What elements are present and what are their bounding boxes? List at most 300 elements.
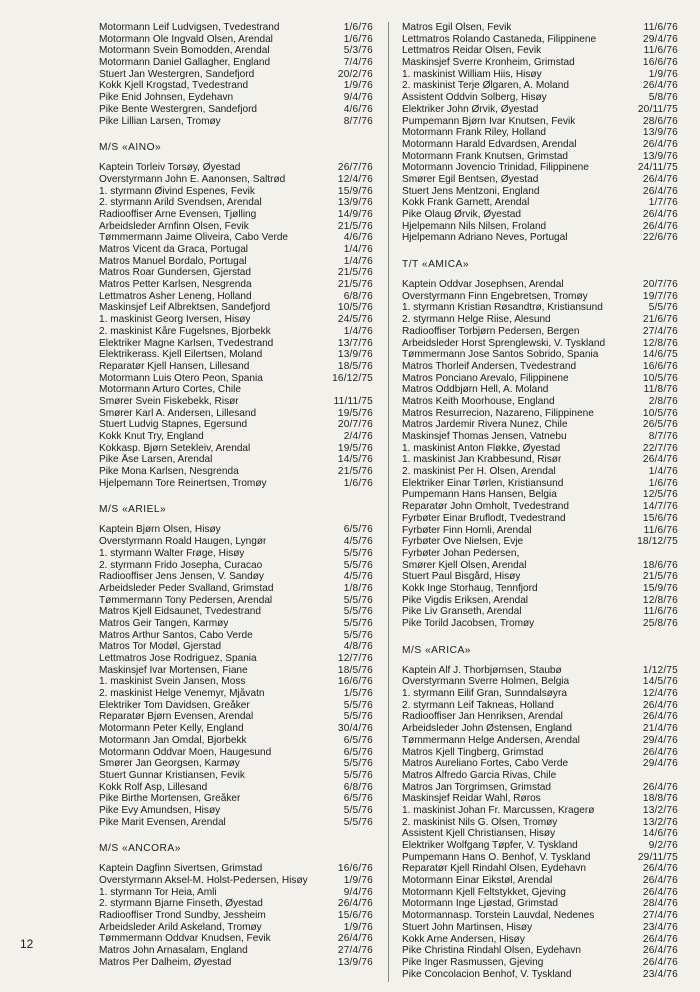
- crew-name: Matros Aureliano Fortes, Cabo Verde: [402, 758, 569, 770]
- crew-name: Tømmermann Jose Santos Sobrido, Spania: [402, 349, 599, 361]
- crew-date: 4/8/76: [343, 641, 373, 653]
- crew-date: 10/5/76: [642, 372, 678, 384]
- crew-section: [99, 142, 373, 489]
- crew-entry: [402, 232, 678, 244]
- crew-name: Overstyrmann Roald Haugen, Lyngør: [99, 536, 267, 548]
- crew-name: Motormann Arturo Cortes, Chile: [99, 384, 241, 396]
- crew-date: 6/8/76: [343, 781, 373, 793]
- crew-entry: [402, 688, 678, 700]
- crew-name: Motormann Einar Eikstøl, Arendal: [402, 875, 553, 887]
- crew-name: Matros Roar Gundersen, Gjerstad: [99, 267, 252, 279]
- crew-name: Motormannasp. Torstein Lauvdal, Nedenes: [402, 910, 595, 922]
- crew-date: 1/7/76: [648, 197, 678, 209]
- crew-entry: [99, 875, 373, 887]
- crew-date: 16/12/75: [332, 372, 373, 384]
- crew-date: 6/5/76: [343, 524, 373, 536]
- crew-date: 4/6/76: [343, 103, 373, 115]
- left-column: [99, 22, 373, 969]
- crew-name: Kokkasp. Bjørn Setekleiv, Arendal: [99, 442, 251, 454]
- crew-entry: [402, 560, 678, 572]
- crew-name: Matros Egil Olsen, Fevik: [402, 22, 512, 33]
- crew-name: Overstyrmann John E. Aanonsen, Saltrød: [99, 173, 286, 185]
- crew-name: Assistent Kjell Christiansen, Hisøy: [402, 828, 556, 840]
- crew-name: Tømmermann Jaime Oliveira, Cabo Verde: [99, 232, 289, 244]
- crew-entry: [99, 443, 373, 455]
- crew-entry: [99, 863, 373, 875]
- crew-entry: [99, 454, 373, 466]
- crew-name: Lettmatros Asher Leneng, Holland: [99, 290, 252, 302]
- crew-entry: [402, 910, 678, 922]
- crew-entry: [99, 80, 373, 92]
- crew-name: Motormann Jan Omdal, Bjorbekk: [99, 734, 247, 746]
- crew-entry: [99, 700, 373, 712]
- crew-date: 1/6/76: [343, 22, 373, 33]
- crew-date: 22/6/76: [642, 232, 678, 244]
- crew-name: Pike Vigdis Eriksen, Arendal: [402, 594, 529, 606]
- crew-date: 5/5/76: [343, 804, 373, 816]
- crew-name: Kaptein Torleiv Torsøy, Øyestad: [99, 162, 241, 174]
- crew-name: Pike Enid Johnsen, Eydehavn: [99, 92, 234, 104]
- crew-entry: [99, 910, 373, 922]
- crew-entry: [402, 770, 678, 782]
- crew-name: Motormann Harald Edvardsen, Arendal: [402, 138, 577, 150]
- crew-date: 5/8/76: [648, 92, 678, 104]
- crew-name: Arbeidsleder Peder Svalland, Grimstad: [99, 582, 274, 594]
- crew-name: 2. styrmann Leif Takneas, Holland: [402, 699, 554, 711]
- crew-entry: [99, 583, 373, 595]
- crew-name: 2. maskinist Kåre Fugelsnes, Bjorbekk: [99, 325, 271, 337]
- crew-name: 1. maskinist Svein Jansen, Moss: [99, 676, 246, 688]
- crew-date: 26/4/76: [642, 138, 678, 150]
- crew-name: Smører Svein Fiskebekk, Risør: [99, 395, 239, 407]
- crew-entry: [402, 501, 678, 513]
- crew-entry: [402, 735, 678, 747]
- crew-name: Motormann Inge Ljøstad, Grimstad: [402, 898, 558, 910]
- crew-entry: [402, 431, 678, 443]
- crew-date: 2/8/76: [648, 395, 678, 407]
- crew-entry: [402, 419, 678, 431]
- crew-date: 1/6/76: [343, 33, 373, 45]
- crew-entry: [99, 466, 373, 478]
- crew-date: 1/4/76: [343, 244, 373, 255]
- crew-entry: [402, 139, 678, 151]
- crew-entry: [402, 513, 678, 525]
- crew-name: Arbeidsleder Arnfinn Olsen, Fevik: [99, 220, 249, 232]
- crew-date: 18/5/76: [337, 360, 373, 372]
- crew-name: Kokk Inge Storhaug, Tennfjord: [402, 582, 538, 594]
- right-column: [402, 22, 678, 980]
- crew-name: Matros Jardemir Rivera Nunez, Chile: [402, 419, 568, 431]
- crew-entry: [402, 349, 678, 361]
- crew-entry: [402, 22, 678, 34]
- crew-name: 2. maskinist Per H. Olsen, Arendal: [402, 466, 556, 478]
- crew-entry: [402, 209, 678, 221]
- crew-entry: [99, 209, 373, 221]
- crew-entry: [402, 151, 678, 163]
- crew-name: Stuert Gunnar Kristiansen, Fevik: [99, 769, 245, 781]
- crew-date: 14/5/76: [337, 454, 373, 466]
- crew-date: 27/4/76: [642, 910, 678, 922]
- crew-date: 6/5/76: [343, 746, 373, 758]
- crew-entry: [99, 665, 373, 677]
- crew-entry: [402, 186, 678, 198]
- crew-entry: [99, 221, 373, 233]
- crew-name: 1. styrmann Tor Heia, Amli: [99, 886, 217, 898]
- crew-name: Matros Tor Modøl, Gjerstad: [99, 641, 222, 653]
- crew-name: Smører Jan Georgsen, Karmøy: [99, 758, 240, 770]
- crew-entry: [402, 361, 678, 373]
- crew-name: Kokk Frank Garnett, Arendal: [402, 197, 530, 209]
- crew-entry: [402, 326, 678, 338]
- crew-entry: [402, 466, 678, 478]
- crew-entry: [99, 186, 373, 198]
- crew-name: Radiooffiser Jens Jensen, V. Sandøy: [99, 571, 264, 583]
- crew-name: Hjelpemann Tore Reinertsen, Tromøy: [99, 477, 267, 489]
- crew-date: 20/7/76: [642, 279, 678, 291]
- crew-date: 1/4/76: [648, 466, 678, 478]
- ship-heading: T/T «AMICA»: [402, 259, 470, 271]
- crew-date: 15/9/76: [337, 185, 373, 197]
- crew-name: Fyrbøter Einar Bruflodt, Tvedestrand: [402, 512, 566, 524]
- crew-name: Tømmermann Helge Andersen, Arendal: [402, 734, 580, 746]
- crew-name: Pike Lillian Larsen, Tromøy: [99, 115, 221, 127]
- crew-date: 18/8/76: [642, 793, 678, 805]
- crew-name: Matros Kjell Tingberg, Grimstad: [402, 746, 544, 758]
- crew-date: 8/7/76: [648, 431, 678, 442]
- crew-date: 12/4/76: [642, 688, 678, 700]
- crew-entry: [402, 665, 678, 677]
- crew-name: Pike Olaug Ørvik, Øyestad: [402, 209, 521, 220]
- crew-entry: [402, 302, 678, 314]
- crew-entry: [99, 676, 373, 688]
- crew-name: 1. styrmann Kristian Røsandtrø, Kristiansund: [402, 302, 603, 314]
- crew-name: 1. styrmann Eilif Gran, Sunndalsøyra: [402, 688, 567, 700]
- crew-date: 5/5/76: [343, 606, 373, 618]
- crew-name: Stuert Paul Bisgård, Hisøy: [402, 571, 521, 583]
- crew-date: 19/5/76: [337, 407, 373, 419]
- crew-entry: [99, 431, 373, 443]
- crew-date: 12/4/76: [337, 173, 373, 185]
- crew-date: 5/5/76: [343, 699, 373, 711]
- crew-name: Smører Karl A. Andersen, Lillesand: [99, 407, 257, 419]
- crew-entry: [402, 525, 678, 537]
- crew-date: 16/6/76: [337, 676, 373, 688]
- crew-name: Matros Oddbjørn Hell, A. Moland: [402, 384, 549, 396]
- crew-name: Pumpemann Bjørn Ivar Knutsen, Fevik: [402, 115, 576, 127]
- crew-entry: [99, 653, 373, 665]
- crew-name: Overstyrmann Aksel-M. Holst-Pedersen, Hisøy: [99, 875, 308, 886]
- crew-name: Matros Ponciano Arevalo, Filippinene: [402, 372, 569, 384]
- crew-name: 2. maskinist Nils G. Olsen, Tromøy: [402, 816, 558, 828]
- crew-entry: [99, 747, 373, 759]
- crew-entry: [99, 408, 373, 420]
- crew-date: 25/8/76: [642, 618, 678, 629]
- crew-date: 26/4/76: [642, 80, 678, 92]
- crew-date: 8/7/76: [343, 115, 373, 127]
- crew-date: 4/5/76: [343, 571, 373, 583]
- crew-date: 9/4/76: [343, 886, 373, 898]
- crew-date: 10/5/76: [337, 302, 373, 314]
- crew-name: Motormann Frank Knutsen, Grimstad: [402, 150, 569, 162]
- crew-name: Radiooffiser Jan Henriksen, Arendal: [402, 711, 563, 723]
- crew-date: 26/4/76: [642, 209, 678, 220]
- crew-date: 23/4/76: [642, 921, 678, 933]
- crew-date: 5/5/76: [343, 559, 373, 571]
- crew-entry: [99, 279, 373, 291]
- ship-heading: M/S «ARIEL»: [99, 504, 167, 516]
- crew-date: 14/7/76: [642, 501, 678, 513]
- crew-entry: [402, 595, 678, 607]
- crew-name: Smører Kjell Olsen, Arendal: [402, 559, 527, 571]
- crew-date: 24/11/75: [637, 162, 678, 174]
- crew-date: 12/8/76: [642, 594, 678, 606]
- crew-date: 21/4/76: [642, 723, 678, 735]
- crew-name: Motormann Peter Kelly, England: [99, 723, 244, 735]
- crew-entry: [99, 770, 373, 782]
- crew-date: 13/9/76: [337, 349, 373, 361]
- crew-date: 1/4/76: [343, 255, 373, 267]
- crew-name: Kokk Kjell Krogstad, Tvedestrand: [99, 80, 249, 92]
- crew-name: Lettmatros Jose Rodriguez, Spania: [99, 653, 257, 664]
- crew-name: Stuert Ludvig Stapnes, Egersund: [99, 419, 248, 431]
- crew-name: 1. styrmann Øivind Espenes, Fevik: [99, 185, 255, 197]
- crew-section: [99, 504, 373, 828]
- crew-name: Matros Petter Karlsen, Nesgrenda: [99, 279, 252, 291]
- crew-entry: [99, 291, 373, 303]
- ship-heading: M/S «ANCORA»: [99, 843, 181, 855]
- crew-date: 14/9/76: [337, 208, 373, 220]
- crew-entry: [99, 116, 373, 128]
- crew-entry: [402, 828, 678, 840]
- crew-entry: [99, 384, 373, 396]
- crew-date: 5/5/76: [343, 629, 373, 641]
- crew-date: 13/2/76: [642, 804, 678, 816]
- crew-date: 6/8/76: [343, 290, 373, 302]
- crew-name: Maskinsjef Ivar Mortensen, Fiane: [99, 664, 248, 676]
- crew-name: Matros Vicent da Graca, Portugal: [99, 244, 249, 255]
- crew-entry: [402, 80, 678, 92]
- crew-name: Assistent Oddvin Solberg, Hisøy: [402, 92, 547, 104]
- crew-date: 13/9/76: [642, 127, 678, 139]
- crew-entry: [402, 454, 678, 466]
- crew-name: Matros John Arnasalam, England: [99, 945, 248, 957]
- crew-name: Motormann Jovencio Trinidad, Filippinene: [402, 162, 589, 174]
- crew-date: 11/11/75: [333, 395, 373, 407]
- crew-name: Reparatør Kjell Rindahl Olsen, Eydehavn: [402, 863, 587, 875]
- crew-name: Arbeidsleder John Østensen, England: [402, 723, 573, 735]
- crew-entry: [99, 478, 373, 490]
- crew-entry: [402, 384, 678, 396]
- crew-date: 2/4/76: [343, 431, 373, 442]
- crew-entry: [99, 571, 373, 583]
- crew-name: 2. maskinist Helge Venemyr, Mjåvatn: [99, 688, 265, 700]
- crew-date: 15/6/76: [642, 512, 678, 524]
- crew-date: 21/5/76: [642, 571, 678, 583]
- crew-entry: [99, 782, 373, 794]
- crew-date: 29/11/75: [637, 851, 678, 863]
- crew-name: Kaptein Oddvar Josephsen, Arendal: [402, 279, 564, 291]
- crew-name: Pike Birthe Mortensen, Greåker: [99, 793, 241, 805]
- crew-name: Motormann Luis Otero Peon, Spania: [99, 372, 263, 384]
- crew-entry: [402, 606, 678, 618]
- crew-date: 14/6/76: [642, 828, 678, 840]
- crew-date: 21/5/76: [337, 466, 373, 478]
- crew-date: 29/4/76: [642, 734, 678, 746]
- crew-name: Hjelpemann Adriano Neves, Portugal: [402, 232, 568, 244]
- crew-entry: [402, 723, 678, 735]
- crew-date: 21/5/76: [337, 220, 373, 232]
- crew-entry: [99, 267, 373, 279]
- crew-section: [402, 22, 678, 244]
- crew-date: 23/4/76: [642, 968, 678, 980]
- crew-name: Fyrbøter Finn Hornli, Arendal: [402, 524, 532, 536]
- crew-entry: [99, 361, 373, 373]
- crew-name: Stuert Jan Westergren, Sandefjord: [99, 68, 255, 80]
- crew-entry: [99, 314, 373, 326]
- crew-entry: [99, 419, 373, 431]
- crew-date: 11/6/76: [643, 524, 678, 536]
- crew-entry: [99, 548, 373, 560]
- crew-entry: [402, 793, 678, 805]
- crew-date: 26/4/76: [642, 173, 678, 185]
- crew-entry: [99, 57, 373, 69]
- crew-entry: [402, 57, 678, 69]
- crew-date: 5/5/76: [343, 711, 373, 723]
- crew-entry: [402, 676, 678, 688]
- crew-entry: [99, 711, 373, 723]
- crew-entry: [402, 279, 678, 291]
- crew-date: 21/6/76: [642, 314, 678, 326]
- crew-entry: [99, 349, 373, 361]
- crew-date: 15/9/76: [642, 582, 678, 594]
- crew-date: 1/9/76: [343, 80, 373, 92]
- crew-name: Motormann Svein Bomodden, Arendal: [99, 45, 270, 57]
- crew-date: 9/4/76: [343, 92, 373, 104]
- crew-date: 19/7/76: [642, 290, 678, 302]
- crew-name: Stuert John Martinsen, Hisøy: [402, 921, 533, 933]
- crew-name: Pike Mona Karlsen, Nesgrenda: [99, 466, 239, 478]
- crew-name: Motormann Frank Riley, Holland: [402, 127, 546, 139]
- crew-entry: [402, 197, 678, 209]
- column-divider: [388, 22, 389, 982]
- crew-name: 1. maskinist Anton Fløkke, Øyestad: [402, 442, 561, 454]
- crew-name: Radiooffiser Arne Evensen, Tjølling: [99, 208, 257, 220]
- crew-entry: [402, 314, 678, 326]
- crew-name: Elektriker Tom Davidsen, Greåker: [99, 699, 250, 711]
- crew-name: Maskinsjef Thomas Jensen, Vatnebu: [402, 431, 567, 442]
- crew-entry: [402, 852, 678, 864]
- crew-entry: [99, 887, 373, 899]
- crew-section: [99, 843, 373, 968]
- crew-entry: [402, 747, 678, 759]
- crew-name: 2. styrmann Helge Riise, Alesund: [402, 314, 551, 326]
- crew-date: 26/4/76: [642, 875, 678, 887]
- crew-entry: [99, 162, 373, 174]
- crew-date: 5/5/76: [343, 547, 373, 559]
- crew-date: 7/4/76: [343, 57, 373, 69]
- crew-entry: [99, 688, 373, 700]
- crew-name: Matros Keith Moorhouse, England: [402, 395, 555, 407]
- crew-date: 12/8/76: [642, 337, 678, 349]
- crew-name: Hjelpemann Nils Nilsen, Froland: [402, 220, 547, 232]
- crew-name: Overstyrmann Sverre Holmen, Belgia: [402, 676, 570, 688]
- crew-date: 5/5/76: [648, 302, 678, 314]
- crew-section: [99, 22, 373, 127]
- crew-name: Lettmatros Rolando Castaneda, Filippinene: [402, 33, 597, 45]
- crew-name: Arbeidsleder Arild Askeland, Tromøy: [99, 921, 262, 933]
- crew-entry: [99, 174, 373, 186]
- crew-name: Elektriker Einar Tørlen, Kristiansund: [402, 477, 564, 489]
- crew-date: 4/5/76: [343, 536, 373, 548]
- crew-date: 28/4/76: [642, 898, 678, 910]
- crew-name: Fyrbøter Ove Nielsen, Evje: [402, 536, 524, 548]
- crew-entry: [99, 69, 373, 81]
- crew-date: 1/6/76: [343, 477, 373, 489]
- crew-name: Reparatør Kjell Hansen, Lillesand: [99, 360, 250, 372]
- crew-entry: [99, 396, 373, 408]
- crew-name: Matros Resurrecion, Nazareno, Filippinene: [402, 407, 594, 419]
- crew-entry: [402, 127, 678, 139]
- crew-date: 1/9/76: [343, 921, 373, 933]
- crew-date: 1/5/76: [343, 688, 373, 700]
- crew-entry: [402, 782, 678, 794]
- crew-entry: [402, 69, 678, 81]
- crew-date: 24/5/76: [337, 314, 373, 326]
- crew-entry: [99, 898, 373, 910]
- crew-entry: [402, 373, 678, 385]
- crew-name: Kaptein Bjørn Olsen, Hisøy: [99, 524, 221, 536]
- crew-name: Pike Torild Jacobsen, Tromøy: [402, 618, 535, 629]
- crew-entry: [402, 934, 678, 946]
- crew-date: 26/4/76: [337, 898, 373, 910]
- crew-name: Motormann Leif Ludvigsen, Tvedestrand: [99, 22, 280, 33]
- crew-entry: [402, 817, 678, 829]
- crew-date: 5/5/76: [343, 617, 373, 629]
- crew-entry: [402, 443, 678, 455]
- crew-date: 10/5/76: [642, 407, 678, 419]
- crew-entry: [99, 793, 373, 805]
- crew-name: Pike Concolacion Benhof, V. Tyskland: [402, 968, 572, 980]
- crew-date: 18/12/75: [637, 536, 678, 548]
- crew-date: 11/6/76: [643, 45, 678, 57]
- crew-date: 29/4/76: [642, 33, 678, 45]
- crew-entry: [402, 34, 678, 46]
- crew-entry: [402, 957, 678, 969]
- crew-entry: [99, 817, 373, 829]
- crew-date: 21/5/76: [337, 267, 373, 279]
- crew-date: 29/4/76: [642, 758, 678, 770]
- crew-date: 22/7/76: [642, 442, 678, 454]
- crew-date: 30/4/76: [337, 723, 373, 735]
- crew-entry: [402, 104, 678, 116]
- crew-entry: [99, 22, 373, 34]
- crew-name: Kokk Knut Try, England: [99, 431, 204, 442]
- crew-date: 6/5/76: [343, 734, 373, 746]
- crew-entry: [402, 571, 678, 583]
- crew-date: 26/4/76: [642, 699, 678, 711]
- crew-date: 5/5/76: [343, 758, 373, 770]
- crew-entry: [99, 92, 373, 104]
- crew-date: 27/4/76: [642, 325, 678, 337]
- crew-date: 9/2/76: [648, 840, 678, 851]
- crew-date: 16/6/76: [642, 360, 678, 372]
- crew-date: 12/7/76: [337, 653, 373, 664]
- crew-name: Matros Per Dalheim, Øyestad: [99, 956, 232, 968]
- crew-date: 14/6/75: [642, 349, 678, 361]
- crew-name: Elektriker Magne Karlsen, Tvedestrand: [99, 337, 274, 349]
- crew-date: 11/6/76: [643, 22, 678, 33]
- crew-date: 26/4/76: [642, 185, 678, 197]
